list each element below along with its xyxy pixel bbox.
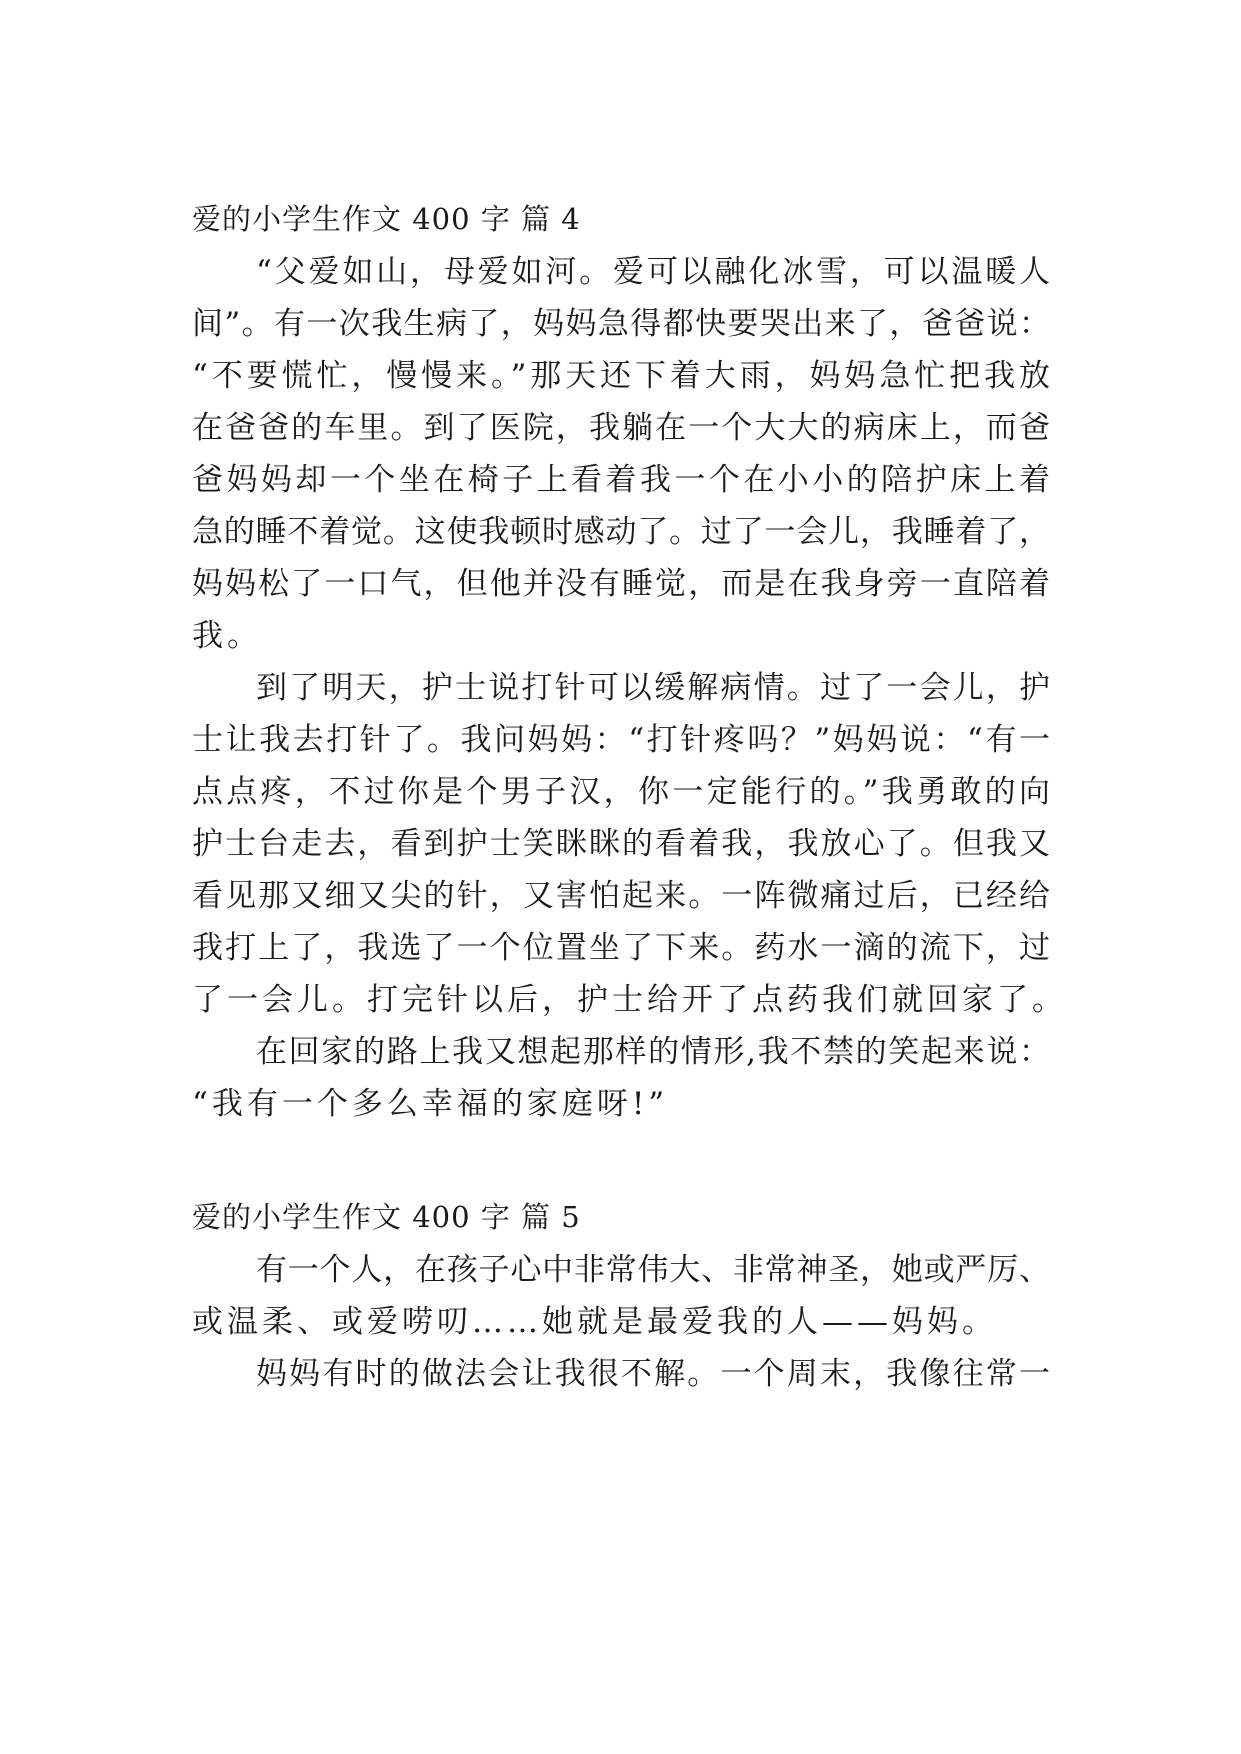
- essay-4-line-14: 我打上了，我选了一个位置坐了下来。药水一滴的流下，过: [192, 930, 1050, 966]
- essay-4-line-2: 间”。有一次我生病了，妈妈急得都快要哭出来了，爸爸说：: [192, 306, 1050, 342]
- essay-4-line-4: 在爸爸的车里。到了医院，我躺在一个大大的病床上，而爸: [192, 410, 1050, 446]
- essay-4-line-17: “我有一个多么幸福的家庭呀!”: [192, 1086, 669, 1122]
- essay-4-heading: 爱的小学生作文 400 字 篇 4: [192, 202, 581, 236]
- essay-4-line-16: 在回家的路上我又想起那样的情形,我不禁的笑起来说：: [256, 1034, 1050, 1070]
- essay-4-line-3: “不要慌忙，慢慢来。”那天还下着大雨，妈妈急忙把我放: [192, 358, 1050, 394]
- essay-5-line-2: 或温柔、或爱唠叨……她就是最爱我的人——妈妈。: [192, 1304, 997, 1340]
- essay-4-line-5: 爸妈妈却一个坐在椅子上看着我一个在小小的陪护床上着: [192, 462, 1050, 498]
- essay-4-line-12: 护士台走去，看到护士笑眯眯的看着我，我放心了。但我又: [192, 826, 1050, 862]
- essay-4-line-15: 了一会儿。打完针以后，护士给开了点药我们就回家了。: [192, 982, 1067, 1018]
- essay-4-line-11: 点点疼，不过你是个男子汉，你一定能行的。”我勇敢的向: [192, 774, 1050, 810]
- essay-4-line-7: 妈妈松了一口气，但他并没有睡觉，而是在我身旁一直陪着: [192, 566, 1050, 602]
- essay-4-line-9: 到了明天，护士说打针可以缓解病情。过了一会儿，护: [256, 670, 1050, 706]
- essay-4-line-13: 看见那又细又尖的针，又害怕起来。一阵微痛过后，已经给: [192, 878, 1050, 914]
- essay-4-line-10: 士让我去打针了。我问妈妈：“打针疼吗？”妈妈说：“有一: [192, 722, 1050, 758]
- essay-4-line-1: “父爱如山，母爱如河。爱可以融化冰雪，可以温暖人: [256, 254, 1050, 290]
- essay-4-line-6: 急的睡不着觉。这使我顿时感动了。过了一会儿，我睡着了，: [192, 514, 1050, 550]
- essay-4-line-8: 我。: [192, 618, 262, 654]
- essay-5-line-3: 妈妈有时的做法会让我很不解。一个周末，我像往常一: [256, 1356, 1050, 1392]
- essay-5-line-1: 有一个人，在孩子心中非常伟大、非常神圣，她或严厉、: [256, 1252, 1050, 1288]
- essay-5-heading: 爱的小学生作文 400 字 篇 5: [192, 1200, 581, 1234]
